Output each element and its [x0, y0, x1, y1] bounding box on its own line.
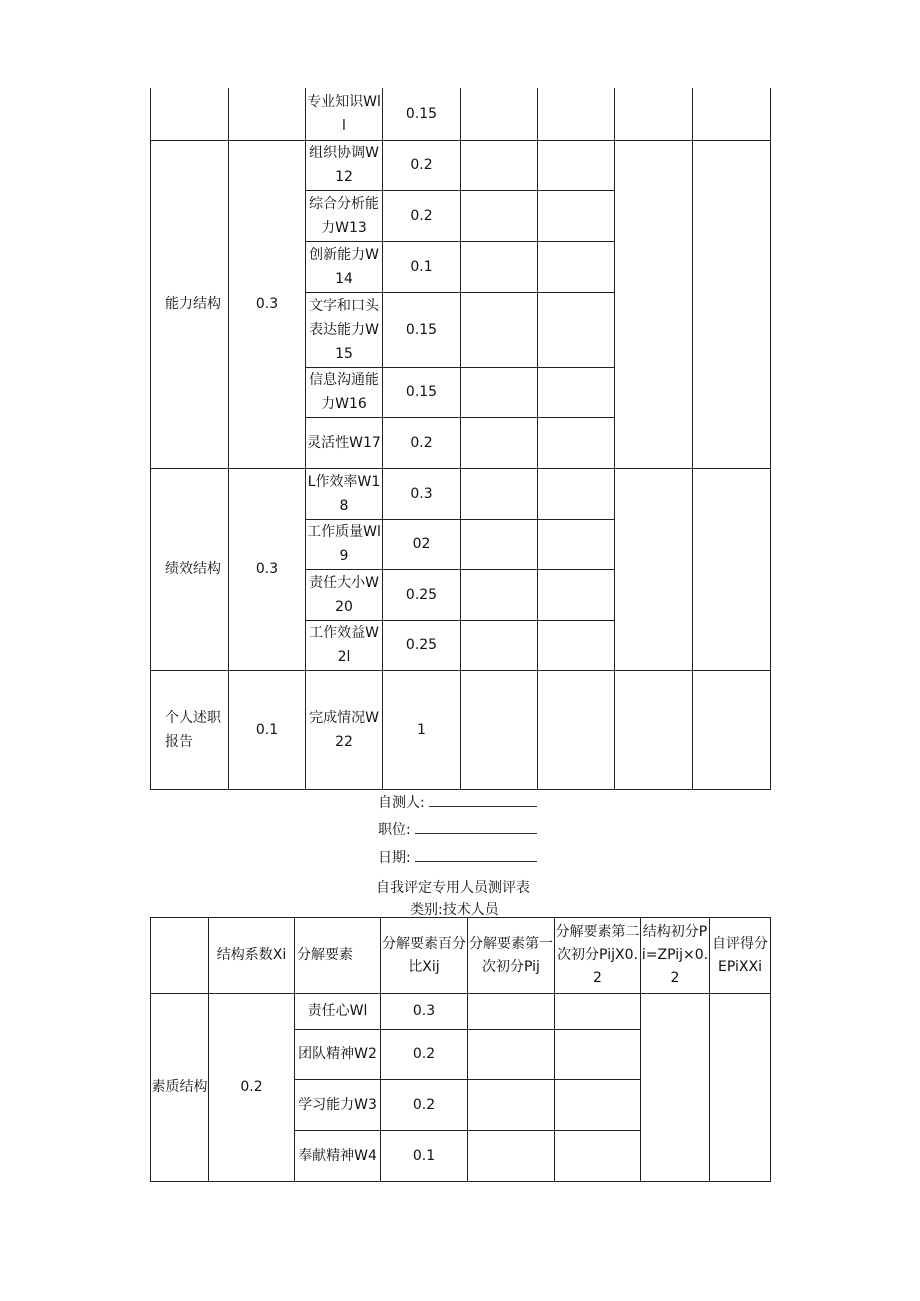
element-cell: 工作效益W2l	[306, 620, 383, 670]
score-input-cell[interactable]	[461, 417, 538, 468]
empty-cell	[229, 88, 306, 140]
form-title: 自我评定专用人员测评表	[376, 880, 530, 896]
technical-staff-table	[150, 917, 771, 1182]
position-input[interactable]	[415, 819, 537, 834]
score-input-cell[interactable]	[461, 569, 538, 620]
tester-input[interactable]	[429, 792, 537, 807]
score-input-cell[interactable]	[538, 468, 615, 519]
empty-cell	[151, 88, 229, 140]
position-line	[378, 819, 537, 839]
score-input-cell[interactable]	[538, 140, 615, 190]
pct-cell: 0.15	[383, 367, 461, 417]
pct-cell: 0.1	[381, 1131, 468, 1182]
tester-line	[378, 792, 537, 812]
element-cell: 综合分析能力W13	[306, 190, 383, 241]
score-input-cell[interactable]	[538, 367, 615, 417]
score-input-cell[interactable]	[468, 1131, 555, 1182]
score-input-cell[interactable]	[461, 190, 538, 241]
score-input-cell[interactable]	[710, 994, 771, 1182]
header-initial-score: 结构初分Pi=ZPij×0.2	[641, 918, 710, 994]
form-category: 类别:技术人员	[410, 902, 499, 918]
element-cell: 学习能力W3	[295, 1080, 381, 1131]
group-coef-performance: 0.3	[229, 468, 306, 670]
score-input-cell[interactable]	[461, 367, 538, 417]
score-input-cell[interactable]	[538, 620, 615, 670]
header-empty	[151, 918, 209, 994]
score-input-cell[interactable]	[461, 88, 538, 140]
score-input-cell[interactable]	[538, 569, 615, 620]
score-input-cell[interactable]	[538, 88, 615, 140]
score-input-cell[interactable]	[538, 670, 615, 789]
pct-cell: 0.2	[383, 140, 461, 190]
score-input-cell[interactable]	[615, 468, 693, 670]
pct-cell: 02	[383, 519, 461, 569]
pct-cell: 0.2	[381, 1080, 468, 1131]
date-input[interactable]	[415, 847, 537, 862]
element-cell: 奉献精神W4	[295, 1131, 381, 1182]
header-second-score: 分解要素第二次初分PijX0.2	[555, 918, 641, 994]
tester-label: 自测人:	[378, 795, 425, 811]
score-input-cell[interactable]	[615, 88, 693, 140]
score-input-cell[interactable]	[461, 292, 538, 367]
score-input-cell[interactable]	[555, 1131, 641, 1182]
score-input-cell[interactable]	[538, 292, 615, 367]
element-cell: 完成情况W22	[306, 670, 383, 789]
score-input-cell[interactable]	[461, 670, 538, 789]
score-input-cell[interactable]	[538, 417, 615, 468]
header-self-score: 自评得分EPiXXi	[710, 918, 771, 994]
score-input-cell[interactable]	[538, 519, 615, 569]
pct-cell: 0.2	[383, 417, 461, 468]
score-input-cell[interactable]	[468, 1030, 555, 1080]
group-label-report: 个人述职报告	[151, 670, 229, 789]
element-cell: 责任大小W20	[306, 569, 383, 620]
element-cell: L作效率W18	[306, 468, 383, 519]
score-input-cell[interactable]	[641, 994, 710, 1182]
score-input-cell[interactable]	[693, 88, 771, 140]
evaluation-table-continued	[150, 88, 771, 790]
score-input-cell[interactable]	[555, 1030, 641, 1080]
pct-cell: 0.25	[383, 620, 461, 670]
element-cell: 信息沟通能力W16	[306, 367, 383, 417]
element-cell: 组织协调W12	[306, 140, 383, 190]
pct-cell: 1	[383, 670, 461, 789]
score-input-cell[interactable]	[468, 994, 555, 1030]
pct-cell: 0.25	[383, 569, 461, 620]
score-input-cell[interactable]	[615, 140, 693, 468]
score-input-cell[interactable]	[538, 241, 615, 292]
group-coef-report: 0.1	[229, 670, 306, 789]
date-line	[378, 847, 537, 867]
element-cell: 团队精神W2	[295, 1030, 381, 1080]
pct-cell: 0.1	[383, 241, 461, 292]
score-input-cell[interactable]	[538, 190, 615, 241]
element-cell: 工作质量Wl9	[306, 519, 383, 569]
score-input-cell[interactable]	[461, 519, 538, 569]
header-struct-coef: 结构系数Xi	[209, 918, 295, 994]
pct-cell: 0.3	[383, 468, 461, 519]
score-input-cell[interactable]	[461, 140, 538, 190]
score-input-cell[interactable]	[555, 994, 641, 1030]
position-label: 职位:	[378, 822, 411, 838]
score-input-cell[interactable]	[693, 468, 771, 670]
element-cell: 创新能力W14	[306, 241, 383, 292]
element-cell: 灵活性W17	[306, 417, 383, 468]
group-label-performance: 绩效结构	[151, 468, 229, 670]
score-input-cell[interactable]	[693, 140, 771, 468]
element-cell: 专业知识Wll	[306, 88, 383, 140]
pct-cell: 0.15	[383, 292, 461, 367]
header-pct: 分解要素百分比Xij	[381, 918, 468, 994]
score-input-cell[interactable]	[615, 670, 693, 789]
pct-cell: 0.2	[381, 1030, 468, 1080]
group-coef-quality: 0.2	[209, 994, 295, 1182]
element-cell: 责任心Wl	[295, 994, 381, 1030]
score-input-cell[interactable]	[461, 241, 538, 292]
pct-cell: 0.15	[383, 88, 461, 140]
pct-cell: 0.2	[383, 190, 461, 241]
header-element: 分解要素	[295, 918, 381, 994]
date-label: 日期:	[378, 850, 411, 866]
score-input-cell[interactable]	[693, 670, 771, 789]
header-first-score: 分解要素第一次初分Pij	[468, 918, 555, 994]
group-label-quality: 素质结构	[151, 994, 209, 1182]
score-input-cell[interactable]	[461, 620, 538, 670]
group-coef-ability: 0.3	[229, 140, 306, 468]
element-cell: 文字和口头表达能力W15	[306, 292, 383, 367]
group-label-ability: 能力结构	[151, 140, 229, 468]
score-input-cell[interactable]	[555, 1080, 641, 1131]
score-input-cell[interactable]	[468, 1080, 555, 1131]
pct-cell: 0.3	[381, 994, 468, 1030]
score-input-cell[interactable]	[461, 468, 538, 519]
